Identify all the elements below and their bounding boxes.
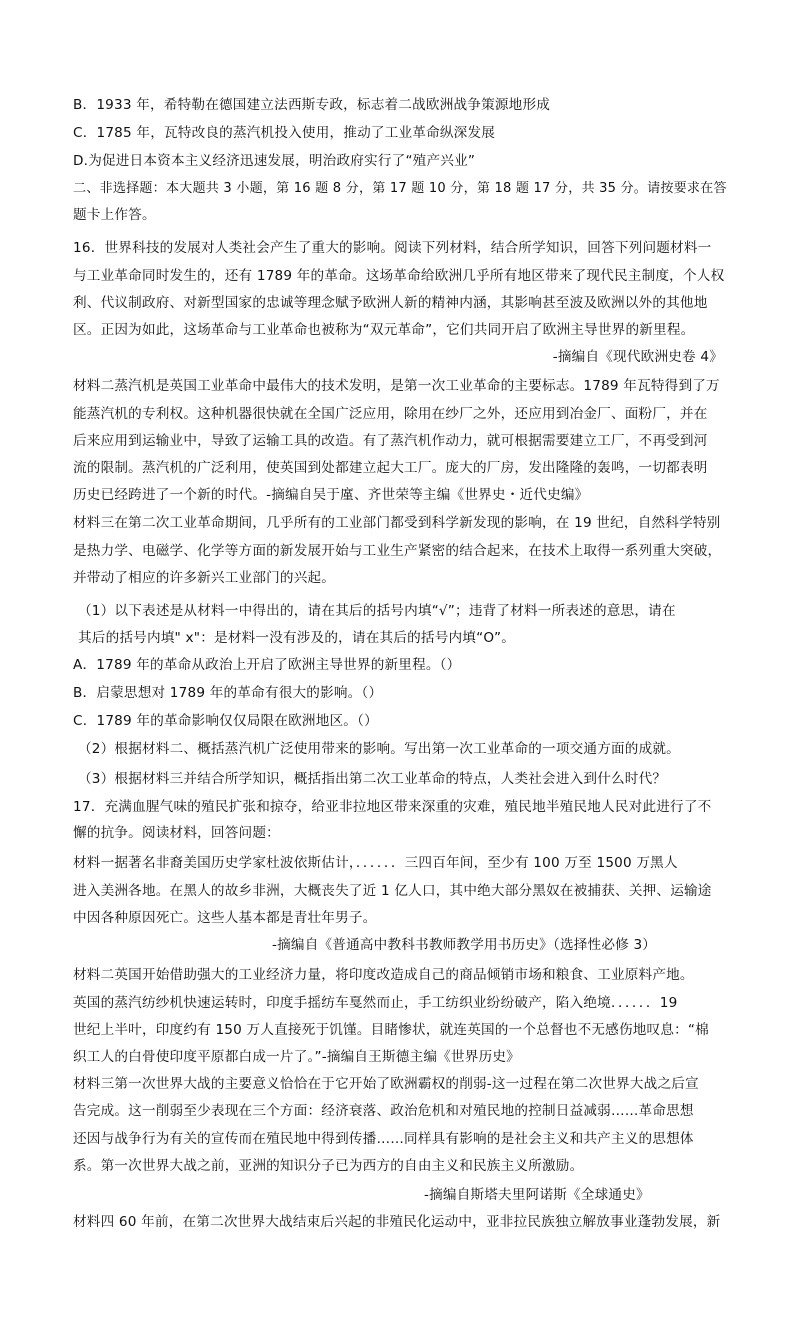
q17-material3-line: 系。第一次世界大战之前，亚洲的知识分子已为西方的自由主义和民族主义所激励。 [73, 1158, 584, 1174]
q17-stem-cont: 懈的抗争。阅读材料，回答问题： [73, 825, 280, 841]
q17-material3-line: 材料三第一次世界大战的主要意义恰恰在于它开始了欧洲霸权的削弱-这一过程在第二次世界大战之后宣 [73, 1076, 699, 1092]
q16-material1-line: 利、代议制政府、对新型国家的忠诚等理念赋予欧洲人新的精神内涵，其影响甚至波及欧洲以外的其他地 [73, 295, 708, 311]
q17-material1-line: 材料一据著名非裔美国历史学家杜波依斯估计，．．．．．．三四百年间，至少有 100 万至 1500 万黑人 [73, 855, 678, 871]
section-heading: 二、非选择题：本大题共 3 小题，第 16 题 8 分，第 17 题 10 分，第 18 题 17 分，共 35 分。请按要求在答 [73, 181, 727, 196]
q16-sub3: （3）根据材料三并结合所学知识，概括指出第二次工业革命的特点，人类社会进入到什么时代？ [78, 771, 667, 787]
q16-material1-line: 区。正因为如此，这场革命与工业革命也被称为“双元革命”，它们共同开启了欧洲主导世界的新里程。 [73, 322, 695, 338]
q16-material3-line: 并带动了相应的许多新兴工业部门的兴起。 [73, 570, 336, 586]
q17-material2-source: 织工人的白骨使印度平原都白成一片了。”-摘编自王斯德主编《世界历史》 [73, 1049, 520, 1065]
option-b-1933: B．1933 年，希特勒在德国建立法西斯专政，标志着二战欧洲战争策源地形成 [73, 97, 551, 113]
q16-sub1-instruction-cont: 其后的括号内填" x"：是材料一没有涉及的，请在其后的括号内填“O”。 [78, 630, 516, 646]
option-d-meiji: D.为促进日本资本主义经济迅速发展，明治政府实行了“殖产兴业” [73, 153, 476, 169]
q16-sub1-instruction: （1）以下表述是从材料一中得出的，请在其后的括号内填“√”；违背了材料一所表述的意思，请在 [78, 603, 676, 619]
q16-material3-line: 材料三在第二次工业革命期间，几乎所有的工业部门都受到科学新发现的影响，在 19 世纪，自然科学特别 [73, 515, 721, 531]
q16-sub1-item-a: A．1789 年的革命从政治上开启了欧洲主导世界的新里程。（） [73, 657, 461, 673]
q17-material3-line: 告完成。这一削弱至少表现在三个方面：经济衰落、政治危机和对殖民地的控制日益减弱……革命思想 [73, 1103, 694, 1119]
q16-material2-line: 流的限制。蒸汽机的广泛利用，使英国到处都建立起大工厂。庞大的厂房，发出隆隆的轰鸣，一切都表明 [73, 460, 708, 476]
q16-sub2: （2）根据材料二、概括蒸汽机广泛使用带来的影响。写出第一次工业革命的一项交通方面的成就。 [78, 741, 680, 757]
q16-material2-line: 材料二蒸汽机是英国工业革命中最伟大的技术发明，是第一次工业革命的主要标志。1789 年瓦特得到了万 [73, 378, 720, 394]
q16-material2-source: 历史已经跨进了一个新的时代。-摘编自吴于廑、齐世荣等主编《世界史・近代史编》 [73, 487, 589, 503]
q16-material2-line: 后来应用到运输业中，导致了运输工具的改造。有了蒸汽机作动力，就可根据需要建立工厂，不再受到河 [73, 433, 708, 449]
q17-material2-line: 世纪上半叶，印度约有 150 万人直接死于饥馑。目睹惨状，就连英国的一个总督也不无感伤地叹息：“棉 [73, 1022, 709, 1038]
option-c-1785: C．1785 年，瓦特改良的蒸汽机投入使用，推动了工业革命纵深发展 [73, 125, 496, 141]
q16-material3-line: 是热力学、电磁学、化学等方面的新发展开始与工业生产紧密的结合起来，在技术上取得一系列重大突破， [73, 543, 722, 559]
q17-material4-line: 材料四 60 年前，在第二次世界大战结束后兴起的非殖民化运动中，亚非拉民族独立解放事业蓬勃发展，新 [73, 1214, 721, 1230]
section-heading-cont: 题卡上作答。 [73, 207, 156, 223]
q17-stem: 17．充满血腥气味的殖民扩张和掠夺，给亚非拉地区带来深重的灾难，殖民地半殖民地人民对此进行了不 [73, 799, 712, 815]
q17-material2-line: 英国的蒸汽纺纱机快速运转时，印度手摇纺车戛然而止，手工纺织业纷纷破产，陷入绝境．．．．．．19 [73, 995, 678, 1011]
q17-material1-source: -摘编自《普通高中教科书教师教学用书历史》（选择性必修 3） [272, 937, 657, 953]
q16-sub1-item-c: C．1789 年的革命影响仅仅局限在欧洲地区。（） [73, 713, 378, 729]
q16-material1-line: 与工业革命同时发生的，还有 1789 年的革命。这场革命给欧洲几乎所有地区带来了现代民主制度，个人权 [73, 268, 725, 284]
q16-material1-source: -摘编自《现代欧洲史卷 4》 [552, 349, 723, 365]
q16-sub1-item-b: B．启蒙思想对 1789 年的革命有很大的影响。（） [73, 685, 383, 701]
q17-material1-line: 进入美洲各地。在黑人的故乡非洲，大概丧失了近 1 亿人口，其中绝大部分黑奴在被捕获、关押、运输途 [73, 883, 712, 899]
q16-material2-line: 能蒸汽机的专利权。这种机器很快就在全国广泛应用，除用在纱厂之外，还应用到冶金厂、面粉厂，并在 [73, 406, 708, 422]
q17-material3-line: 还因与战争行为有关的宣传而在殖民地中得到传播……同样具有影响的是社会主义和共产主义的思想体 [73, 1131, 694, 1147]
q17-material3-source: -摘编自斯塔夫里阿诺斯《全球通史》 [424, 1187, 650, 1203]
q17-material1-line: 中因各种原因死亡。这些人基本都是青壮年男子。 [73, 910, 377, 926]
q17-material2-line: 材料二英国开始借助强大的工业经济力量，将印度改造成自己的商品倾销市场和粮食、工业原料产地。 [73, 967, 694, 983]
q16-stem: 16．世界科技的发展对人类社会产生了重大的影响。阅读下列材料，结合所学知识，回答下列问题材料一 [73, 240, 712, 256]
